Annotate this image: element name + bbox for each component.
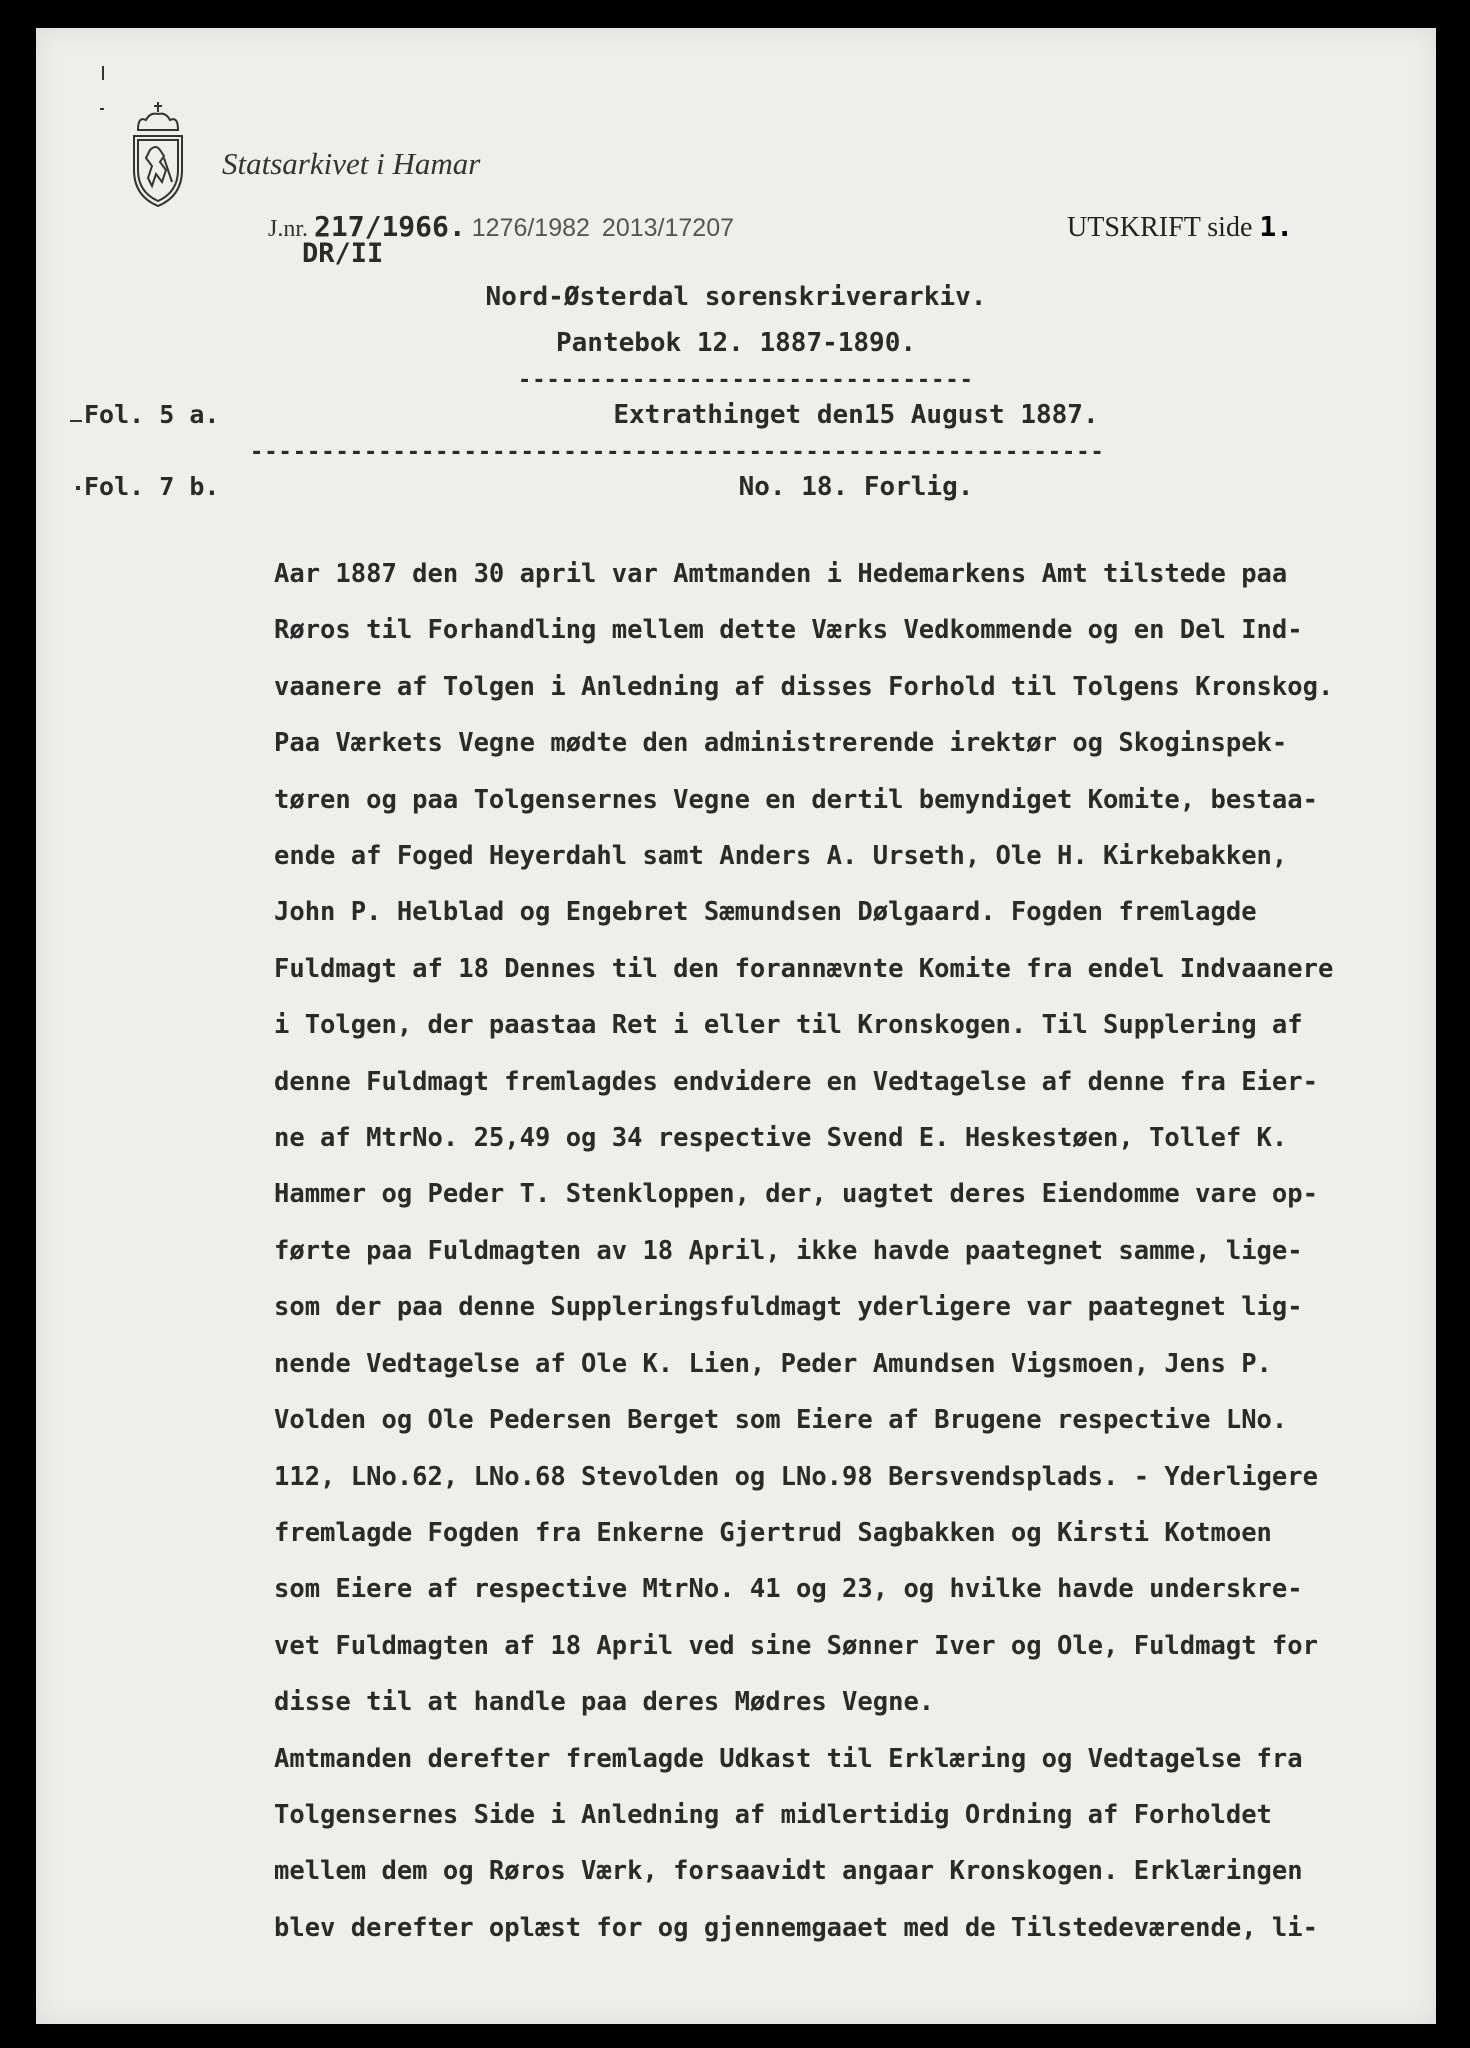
- body-line: i Tolgen, der paastaa Ret i eller til Kronskogen. Til Supplering af: [274, 1010, 1303, 1041]
- margin-mark: [100, 108, 104, 110]
- jnr-label: J.nr.: [268, 216, 309, 242]
- body-line: ne af MtrNo. 25,49 og 34 respective Svend E. Heskestøen, Tollef K.: [274, 1123, 1288, 1154]
- body-line: ende af Foged Heyerdahl samt Anders A. Urseth, Ole H. Kirkebakken,: [274, 841, 1288, 872]
- jnr-secondary: 1276/1982: [471, 214, 590, 242]
- body-line: vaanere af Tolgen i Anledning af disses Forhold til Tolgens Kronskog.: [274, 671, 1334, 702]
- body-line: John P. Helblad og Engebret Sæmundsen Dølgaard. Fogden fremlagde: [274, 897, 1257, 928]
- body-line: vet Fuldmagten af 18 April ved sine Sønner Iver og Ole, Fuldmagt for: [274, 1630, 1318, 1661]
- folio-7b: Fol. 7 b.: [84, 472, 220, 501]
- body-line: Tolgensernes Side i Anledning af midlertidig Ordning af Forholdet: [274, 1799, 1272, 1830]
- body-line: førte paa Fuldmagten av 18 April, ikke havde paategnet samme, lige-: [274, 1235, 1303, 1266]
- body-line: Fuldmagt af 18 Dennes til den forannævnte Komite fra endel Indvaanere: [274, 953, 1334, 984]
- body-line: som Eiere af respective MtrNo. 41 og 23, og hvilke havde underskre-: [274, 1574, 1303, 1605]
- body-line: tøren og paa Tolgensernes Vegne en dertil bemyndiget Komite, bestaa-: [274, 784, 1318, 815]
- margin-mark: [76, 486, 80, 490]
- body-line: 112, LNo.62, LNo.68 Stevolden og LNo.98 Bersvendsplads. - Yderligere: [274, 1461, 1318, 1492]
- body-line: fremlagde Fogden fra Enkerne Gjertrud Sagbakken og Kirsti Kotmoen: [274, 1517, 1272, 1548]
- archive-title: Nord-Østerdal sorenskriverarkiv.: [485, 282, 987, 312]
- utskrift-label: [1067, 210, 1293, 244]
- body-line: Amtmanden derefter fremlagde Udkast til Erklæring og Vedtagelse fra: [274, 1743, 1303, 1774]
- body-line: Aar 1887 den 30 april var Amtmanden i Hedemarkens Amt tilstede paa: [274, 559, 1288, 589]
- body-line: Volden og Ole Pedersen Berget som Eiere af Brugene respective LNo.: [274, 1405, 1288, 1436]
- body-line: blev derefter oplæst for og gjennemgaaet med de Tilstedeværende, li-: [274, 1912, 1318, 1943]
- page-number: 1.: [1259, 210, 1294, 243]
- folio-5a: Fol. 5 a.: [84, 400, 220, 429]
- jnr-primary: 217/1966.: [314, 210, 466, 243]
- document-page: [36, 28, 1436, 2024]
- register-title: Pantebok 12. 1887-1890.: [555, 328, 917, 358]
- body-line: Røros til Forhandling mellem dette Værks Vedkommende og en Del Ind-: [274, 615, 1303, 646]
- body-line: Hammer og Peder T. Stenkloppen, der, uagtet deres Eiendomme vare op-: [274, 1179, 1318, 1210]
- norwegian-coat-of-arms-icon: [124, 100, 192, 210]
- entry-heading: No. 18. Forlig.: [738, 472, 974, 502]
- body-line: Paa Værkets Vegne mødte den administrerende irektør og Skoginspek-: [274, 728, 1288, 759]
- department-code: DR/II: [302, 238, 384, 269]
- jnr-tertiary: 2013/17207: [601, 214, 735, 242]
- body-line: mellem dem og Røros Værk, forsaavidt angaar Kronskogen. Erklæringen: [274, 1856, 1303, 1887]
- session-heading: Extrathinget den15 August 1887.: [613, 400, 1099, 430]
- margin-mark: [102, 66, 104, 80]
- session-underline: ------------------------------------------------------------: [250, 440, 1105, 465]
- body-line: som der paa denne Suppleringsfuldmagt yderligere var paategnet lig-: [274, 1292, 1303, 1323]
- body-line: denne Fuldmagt fremlagdes endvidere en Vedtagelse af denne fra Eier-: [274, 1066, 1318, 1097]
- archive-name: Statsarkivet i Hamar: [222, 146, 481, 181]
- body-line: nende Vedtagelse af Ole K. Lien, Peder Amundsen Vigsmoen, Jens P.: [274, 1348, 1272, 1379]
- body-line: disse til at handle paa deres Mødres Vegne.: [274, 1687, 935, 1718]
- document-body: [274, 546, 1454, 1956]
- margin-mark: [70, 420, 82, 422]
- title-underline: --------------------------------: [518, 368, 974, 393]
- utskrift-text: UTSKRIFT side: [1067, 212, 1253, 243]
